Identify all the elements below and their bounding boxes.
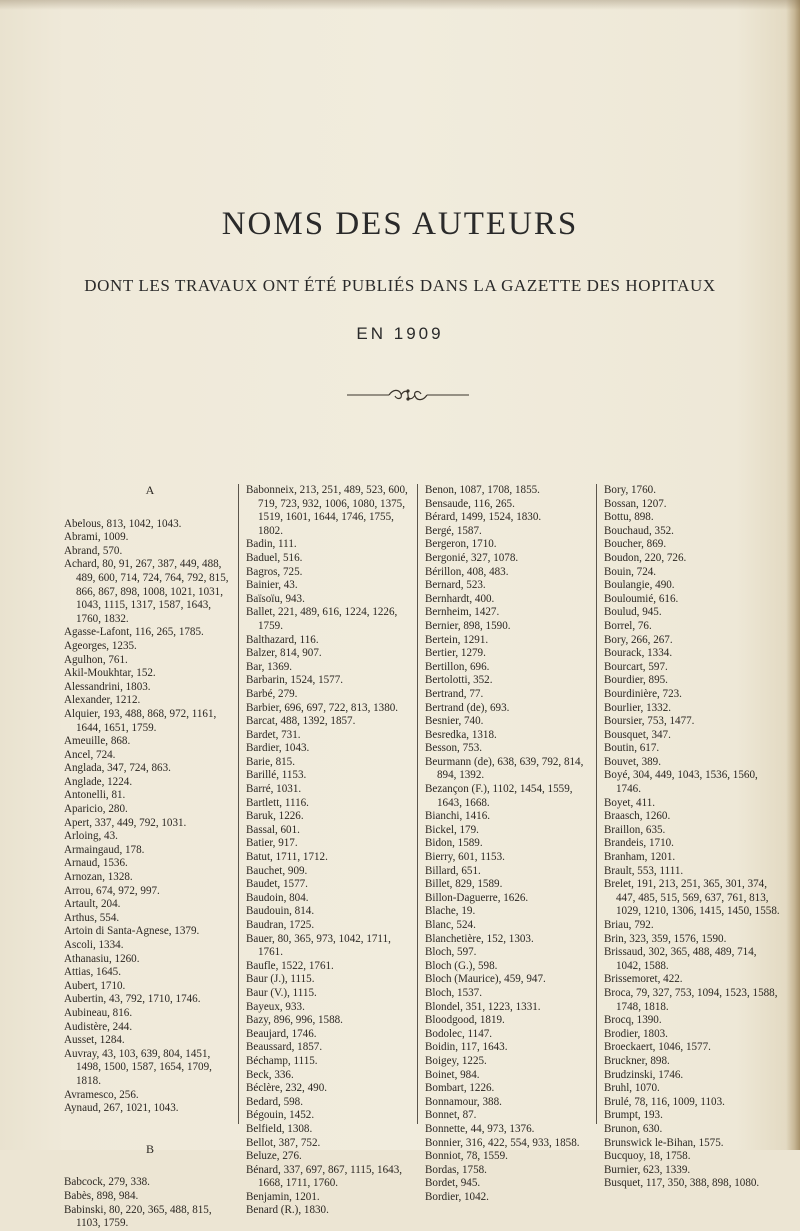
author-entry: Abrami, 1009. (64, 531, 129, 544)
author-entry: Brissaud, 302, 365, 488, 489, 714, 1042, 1588. (604, 946, 757, 972)
author-entry: Aparicio, 280. (64, 803, 128, 816)
author-entry: Bruckner, 898. (604, 1054, 670, 1067)
author-entry: Bodolec, 1147. (425, 1027, 493, 1040)
author-entry: Abrand, 570. (64, 544, 123, 557)
author-entry: Beurmann (de), 638, 639, 792, 814, 894, 1392. (425, 755, 584, 782)
author-entry: Artault, 204. (64, 898, 121, 911)
author-entry: Barcat, 488, 1392, 1857. (246, 715, 356, 728)
author-entry: Ballet, 221, 489, 616, 1224, 1226, 1759. (246, 606, 398, 632)
author-entry: Baudran, 1725. (246, 919, 315, 931)
author-entry: Bousquet, 347. (604, 728, 671, 741)
author-entry: Bidon, 1589. (425, 837, 483, 850)
page-edge-shadow (786, 0, 800, 1150)
author-entry: Bardier, 1043. (246, 742, 310, 755)
author-entry: Belfield, 1308. (246, 1122, 313, 1135)
author-entry: Baduel, 516. (246, 551, 303, 564)
author-entry: Bonnamour, 388. (425, 1095, 502, 1108)
author-entry: Boutin, 617. (604, 742, 660, 755)
author-entry: Akil-Moukhtar, 152. (64, 667, 156, 680)
author-entry: Baur (J.), 1115. (246, 973, 315, 986)
author-entry: Bazy, 896, 996, 1588. (246, 1014, 343, 1027)
author-entry: Agasse-Lafont, 116, 265, 1785. (64, 626, 204, 639)
author-entry: Arnaud, 1536. (64, 857, 128, 870)
author-entry: Boyet, 411. (604, 796, 656, 809)
author-entry: Borrel, 76. (604, 619, 652, 632)
author-entry: Bloch, 597. (425, 946, 477, 959)
author-entry: Arnozan, 1328. (64, 871, 133, 884)
author-entry: Brissemoret, 422. (604, 973, 683, 986)
author-entry: Boyé, 304, 449, 1043, 1536, 1560, 1746. (604, 769, 758, 796)
author-entry: Brandeis, 1710. (604, 837, 674, 850)
author-entry: Baruk, 1226. (246, 810, 304, 823)
author-entry: Ascoli, 1334. (64, 939, 124, 951)
author-entry: Audistère, 244. (64, 1020, 133, 1033)
author-entry: Brunon, 630. (604, 1122, 663, 1135)
page-title: NOMS DES AUTEURS (221, 206, 579, 242)
author-entry: Apert, 337, 449, 792, 1031. (64, 816, 187, 829)
author-entry: Brin, 323, 359, 1576, 1590. (604, 932, 727, 945)
index-column-4 (604, 484, 784, 1191)
ornament-divider-icon (345, 386, 471, 404)
section-letter-b: B (145, 1141, 154, 1156)
author-entry: Brudzinski, 1746. (604, 1068, 684, 1081)
author-entry: Braillon, 635. (604, 823, 666, 836)
author-entry: Attias, 1645. (64, 966, 122, 979)
author-entry: Bickel, 179. (425, 823, 479, 836)
author-entry: Brulé, 78, 116, 1009, 1103. (604, 1095, 725, 1108)
author-entry: Arthus, 554. (64, 911, 120, 924)
author-entry: Bourcart, 597. (604, 660, 668, 673)
author-entry: Bloodgood, 1819. (425, 1014, 505, 1027)
author-entry: Bloch (Maurice), 459, 947. (425, 973, 546, 986)
author-entry: Bonnet, 87. (425, 1109, 477, 1122)
author-entry: Boidin, 117, 1643. (425, 1041, 508, 1054)
entry-list-b (64, 1176, 236, 1230)
author-entry: Bergé, 1587. (425, 524, 482, 537)
author-entry: Bordier, 1042. (425, 1190, 489, 1203)
author-entry: Brodier, 1803. (604, 1027, 668, 1040)
author-entry: Bianchi, 1416. (425, 810, 491, 823)
author-entry: Bucquoy, 18, 1758. (604, 1150, 691, 1163)
author-entry: Branham, 1201. (604, 851, 676, 864)
column-rule (238, 484, 239, 1124)
author-entry: Beaussard, 1857. (246, 1041, 323, 1054)
author-entry: Agulhon, 761. (64, 653, 128, 666)
author-entry: Bauchet, 909. (246, 864, 308, 877)
author-entry: Bezançon (F.), 1102, 1454, 1559, 1643, 1668. (425, 783, 573, 809)
author-entry: Beluze, 276. (246, 1150, 302, 1163)
author-entry: Billon-Daguerre, 1626. (425, 891, 529, 904)
author-entry: Bourlier, 1332. (604, 701, 672, 714)
author-entry: Bérard, 1499, 1524, 1830. (425, 511, 542, 524)
author-entry: Bergonié, 327, 1078. (425, 551, 519, 564)
author-entry: Billet, 829, 1589. (425, 878, 503, 891)
author-entry: Beaujard, 1746. (246, 1027, 317, 1040)
author-entry: Bory, 1760. (604, 484, 656, 496)
author-entry: Armaingaud, 178. (64, 843, 145, 856)
author-entry: Besson, 753. (425, 742, 483, 755)
page-year: EN 1909 (356, 324, 444, 343)
author-entry: Barbarin, 1524, 1577. (246, 674, 344, 687)
author-entry: Bourdinière, 723. (604, 687, 682, 700)
author-entry: Bardet, 731. (246, 728, 301, 741)
author-entry: Bainier, 43. (246, 579, 298, 592)
author-entry: Arloing, 43. (64, 830, 118, 843)
author-entry: Baufle, 1522, 1761. (246, 959, 334, 972)
author-entry: Bernard, 523. (425, 579, 486, 592)
author-entry: Bottu, 898. (604, 511, 654, 524)
author-entry: Baudet, 1577. (246, 878, 308, 891)
author-entry: Bellot, 387, 752. (246, 1136, 321, 1149)
author-entry: Batier, 917. (246, 837, 298, 850)
author-entry: Bierry, 601, 1153. (425, 851, 505, 864)
author-entry: Barillé, 1153. (246, 769, 307, 782)
page-subtitle: DONT LES TRAVAUX ONT ÉTÉ PUBLIÉS DANS LA GAZETTE DES HOPITAUX (84, 276, 716, 295)
author-entry: Aubineau, 816. (64, 1006, 133, 1019)
column-rule (596, 484, 597, 1124)
author-entry: Bloch (G.), 598. (425, 959, 498, 972)
author-entry: Bordet, 945. (425, 1177, 481, 1190)
author-entry: Babès, 898, 984. (64, 1189, 139, 1202)
author-entry: Bassal, 601. (246, 823, 300, 836)
author-entry: Bloch, 1537. (425, 986, 483, 999)
author-entry: Bourdier, 895. (604, 674, 668, 687)
author-entry: Besnier, 740. (425, 715, 484, 728)
author-entry: Blache, 19. (425, 905, 476, 918)
author-entry: Alessandrini, 1803. (64, 680, 151, 693)
author-entry: Anglade, 1224. (64, 775, 133, 788)
author-entry: Bonnette, 44, 973, 1376. (425, 1122, 535, 1135)
author-entry: Bonniot, 78, 1559. (425, 1150, 508, 1163)
author-entry: Boulud, 945. (604, 606, 662, 619)
author-entry: Bernhardt, 400. (425, 592, 495, 605)
author-entry: Artoin di Santa-Agnese, 1379. (64, 925, 200, 938)
author-entry: Barré, 1031. (246, 783, 302, 796)
author-entry: Briau, 792. (604, 919, 654, 931)
author-entry: Blanc, 524. (425, 919, 476, 931)
author-entry: Auvray, 43, 103, 639, 804, 1451, 1498, 1500, 1587, 1654, 1709, 1818. (64, 1047, 212, 1087)
author-entry: Ancel, 724. (64, 748, 116, 761)
entry-list-a (64, 518, 236, 1116)
author-entry: Boucher, 869. (604, 538, 667, 551)
author-entry: Badin, 111. (246, 538, 297, 551)
section-letter-a: A (145, 483, 155, 497)
author-entry: Balthazard, 116. (246, 633, 319, 646)
author-entry: Barbé, 279. (246, 687, 298, 700)
author-entry: Bedard, 598. (246, 1095, 303, 1108)
page-top-shadow (0, 0, 800, 10)
author-entry: Brocq, 1390. (604, 1014, 662, 1027)
author-entry: Bouloumié, 616. (604, 592, 679, 605)
author-entry: Bartlett, 1116. (246, 796, 309, 809)
author-entry: Bertein, 1291. (425, 633, 489, 646)
author-entry: Boulangie, 490. (604, 579, 675, 592)
author-entry: Bertrand (de), 693. (425, 701, 510, 714)
index-column-1 (64, 484, 236, 1231)
author-entry: Boigey, 1225. (425, 1054, 487, 1067)
author-entry: Benon, 1087, 1708, 1855. (425, 484, 540, 496)
author-entry: Ausset, 1284. (64, 1034, 125, 1047)
author-entry: Béclère, 232, 490. (246, 1082, 328, 1095)
author-entry: Boursier, 753, 1477. (604, 715, 695, 728)
author-entry: Bombart, 1226. (425, 1082, 495, 1095)
author-entry: Bernier, 898, 1590. (425, 619, 511, 632)
author-entry: Bonnier, 316, 422, 554, 933, 1858. (425, 1136, 580, 1149)
author-entry: Bordas, 1758. (425, 1163, 487, 1176)
author-entry: Béchamp, 1115. (246, 1054, 318, 1067)
author-entry: Boinet, 984. (425, 1068, 480, 1081)
author-entry: Babonneix, 213, 251, 489, 523, 600, 719, 723, 932, 1006, 1080, 1375, 1519, 1601, 1644, 1746, 1755, 1802. (246, 484, 408, 537)
author-entry: Bagros, 725. (246, 565, 303, 578)
author-entry: Bauer, 80, 365, 973, 1042, 1711, 1761. (246, 932, 391, 959)
author-entry: Babcock, 279, 338. (64, 1176, 150, 1189)
author-entry: Blondel, 351, 1223, 1331. (425, 1000, 541, 1013)
author-entry: Alexander, 1212. (64, 694, 141, 707)
author-entry: Bensaude, 116, 265. (425, 497, 515, 510)
author-entry: Ameuille, 868. (64, 735, 131, 748)
author-entry: Bernheim, 1427. (425, 606, 500, 619)
author-entry: Antonelli, 81. (64, 789, 126, 802)
author-entry: Brumpt, 193. (604, 1109, 663, 1122)
author-entry: Batut, 1711, 1712. (246, 851, 328, 864)
author-entry: Bénard, 337, 697, 867, 1115, 1643, 1668, 1711, 1760. (246, 1163, 403, 1190)
author-entry: Aynaud, 267, 1021, 1043. (64, 1102, 179, 1115)
entry-list (425, 484, 595, 1204)
author-entry: Benard (R.), 1830. (246, 1204, 329, 1217)
author-entry: Bar, 1369. (246, 660, 293, 673)
index-column-2 (246, 484, 414, 1218)
author-entry: Broeckaert, 1046, 1577. (604, 1041, 711, 1054)
author-entry: Braasch, 1260. (604, 810, 671, 823)
author-entry: Broca, 79, 327, 753, 1094, 1523, 1588, 1748, 1818. (604, 986, 778, 1013)
author-entry: Barbier, 696, 697, 722, 813, 1380. (246, 701, 399, 714)
author-entry: Bouin, 724. (604, 565, 657, 578)
author-entry: Bouvet, 389. (604, 755, 662, 768)
author-entry: Arrou, 674, 972, 997. (64, 884, 160, 897)
author-entry: Brault, 553, 1111. (604, 864, 684, 877)
author-entry: Bertolotti, 352. (425, 674, 493, 687)
author-entry: Avramesco, 256. (64, 1088, 139, 1101)
author-entry: Billard, 651. (425, 864, 481, 877)
author-entry: Baur (V.), 1115. (246, 986, 317, 999)
author-entry: Achard, 80, 91, 267, 387, 449, 488, 489, 600, 714, 724, 764, 792, 815, 866, 867, 898, 1008, 1021, 1031, 1043, 1115, 1317, 1587, 1643, 1760, 1832. (64, 558, 229, 625)
author-entry: Blanchetière, 152, 1303. (425, 932, 534, 945)
author-entry: Alquier, 193, 488, 868, 972, 1161, 1644, 1651, 1759. (64, 707, 217, 734)
author-entry: Aubert, 1710. (64, 979, 126, 992)
author-entry: Ageorges, 1235. (64, 639, 137, 652)
author-entry: Bayeux, 933. (246, 1000, 305, 1013)
author-entry: Babinski, 80, 220, 365, 488, 815, 1103, 1759. (64, 1203, 212, 1230)
author-entry: Besredka, 1318. (425, 728, 497, 741)
author-entry: Bertier, 1279. (425, 647, 486, 660)
author-entry: Benjamin, 1201. (246, 1190, 320, 1203)
entry-list (246, 484, 414, 1218)
author-entry: Busquet, 117, 350, 388, 898, 1080. (604, 1177, 760, 1190)
author-entry: Brunswick le-Bihan, 1575. (604, 1136, 724, 1149)
author-entry: Anglada, 347, 724, 863. (64, 762, 171, 775)
author-entry: Beck, 336. (246, 1068, 294, 1081)
author-entry: Burnier, 623, 1339. (604, 1163, 691, 1176)
author-entry: Bossan, 1207. (604, 497, 667, 510)
author-entry: Balzer, 814, 907. (246, 647, 322, 660)
index-column-3 (425, 484, 595, 1204)
author-entry: Bourack, 1334. (604, 647, 673, 660)
entry-list (604, 484, 784, 1191)
column-rule (417, 484, 418, 1124)
author-entry: Baudouin, 814. (246, 905, 315, 918)
author-entry: Bertillon, 696. (425, 660, 490, 673)
author-entry: Athanasiu, 1260. (64, 952, 140, 965)
author-entry: Boudon, 220, 726. (604, 551, 687, 564)
author-entry: Bégouin, 1452. (246, 1109, 315, 1122)
author-entry: Bergeron, 1710. (425, 538, 497, 551)
author-entry: Aubertin, 43, 792, 1710, 1746. (64, 993, 201, 1006)
author-entry: Barie, 815. (246, 755, 295, 768)
author-entry: Bertrand, 77. (425, 687, 484, 700)
author-entry: Bérillon, 408, 483. (425, 565, 509, 578)
author-entry: Abelous, 813, 1042, 1043. (64, 517, 182, 530)
author-entry: Bory, 266, 267. (604, 633, 673, 646)
author-entry: Baudoin, 804. (246, 891, 309, 904)
author-entry: Bouchaud, 352. (604, 524, 674, 537)
author-entry: Baïsoïu, 943. (246, 592, 305, 605)
author-entry: Bruhl, 1070. (604, 1082, 660, 1095)
author-entry: Brelet, 191, 213, 251, 365, 301, 374, 447, 485, 515, 569, 637, 761, 813, 1029, 1210, 1306, 1415, 1450, 1558. (604, 878, 780, 918)
